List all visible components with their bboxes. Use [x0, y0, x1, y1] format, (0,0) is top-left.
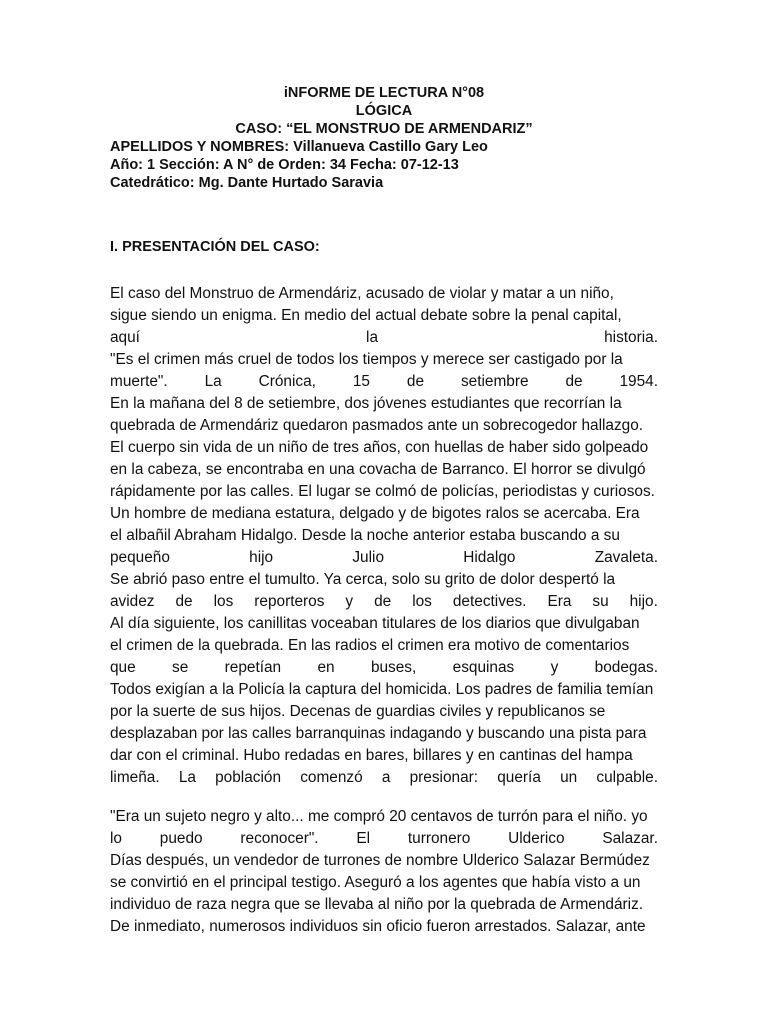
word: comenzó [300, 769, 363, 786]
word: un [560, 769, 578, 786]
text-line [110, 591, 658, 613]
text-line: en la cabeza, se encontraba en una covacha de Barranco. El horror se divulgó [110, 461, 646, 478]
word: La [178, 769, 196, 786]
text-line: desplazaban por las calles barranquinas indagando y buscando una pista para [110, 725, 647, 742]
case-title: CASO: “EL MONSTRUO DE ARMENDARIZ” [235, 121, 533, 137]
word: 15 [352, 373, 370, 390]
word: presionar: [409, 769, 479, 786]
text-line: En la mañana del 8 de setiembre, dos jóvenes estudiantes que recorrían la [110, 395, 622, 412]
text-line: el albañil Abraham Hidalgo. Desde la noche anterior estaba buscando a su [110, 527, 620, 544]
text-line: el crimen de la quebrada. En las radios el crimen era motivo de comentarios [110, 637, 630, 654]
text-line: Se abrió paso entre el tumulto. Ya cerca, solo su grito de dolor despertó la [110, 571, 616, 588]
text-line: El caso del Monstruo de Armendáriz, acusado de violar y matar a un niño, [110, 285, 614, 302]
subject-title: LÓGICA [355, 103, 413, 119]
word: Crónica, [258, 373, 316, 390]
word: a [381, 769, 391, 786]
report-title: iNFORME DE LECTURA N°08 [283, 85, 485, 101]
word: turronero [407, 830, 471, 847]
word: su [592, 593, 609, 610]
word: El [356, 830, 371, 847]
text-line: El cuerpo sin vida de un niño de tres años, con huellas de haber sido golpeado [110, 439, 649, 456]
word: hijo [249, 549, 274, 566]
text-line: se convirtió en el principal testigo. Aseguró a los agentes que había visto a un [110, 874, 641, 891]
word: La [204, 373, 222, 390]
text-line [110, 327, 658, 349]
word: puedo [159, 830, 203, 847]
text-line: dar con el criminal. Hubo redadas en bares, billares y en cantinas del hampa [110, 747, 633, 764]
word: detectives. [452, 593, 527, 610]
word: Era [547, 593, 572, 610]
text-line: De inmediato, numerosos individuos sin oficio fueron arrestados. Salazar, ante [110, 918, 646, 935]
word: los [412, 593, 432, 610]
word: y [550, 659, 559, 676]
body-paragraph-2 [110, 806, 658, 938]
text-line: "Era un sujeto negro y alto... me compró 20 centavos de turrón para el niño. yo [110, 808, 648, 825]
word: historia. [604, 329, 658, 346]
word: y [345, 593, 354, 610]
word: quería [497, 769, 541, 786]
word: Julio [352, 549, 385, 566]
word: de [374, 593, 392, 610]
word: esquinas [452, 659, 515, 676]
word: buses, [370, 659, 417, 676]
word: limeña. [110, 769, 160, 786]
word: Zavaleta. [594, 549, 658, 566]
word: de [406, 373, 425, 390]
word: Hidalgo [463, 549, 516, 566]
word: muerte". [110, 373, 168, 390]
word: se [172, 659, 189, 676]
word: de [565, 373, 583, 390]
text-line: Todos exigían a la Policía la captura del homicida. Los padres de familia temían [110, 681, 654, 698]
word: Salazar. [602, 830, 658, 847]
text-line [110, 547, 658, 569]
word: población [215, 769, 282, 786]
word: aquí [110, 329, 140, 346]
word: de [175, 593, 193, 610]
student-names: APELLIDOS Y NOMBRES: Villanueva Castillo Gary Leo [110, 139, 488, 155]
text-line: individuo de raza negra que se llevaba al niño por la quebrada de Armendáriz. [110, 896, 644, 913]
professor-line: Catedrático: Mg. Dante Hurtado Saravia [110, 175, 384, 191]
text-line [110, 767, 658, 789]
word: lo [110, 830, 122, 847]
word: que [110, 659, 136, 676]
word: repetían [224, 659, 282, 676]
word: los [213, 593, 234, 610]
word: la [366, 329, 379, 346]
word: 1954. [619, 373, 658, 390]
section-heading: I. PRESENTACIÓN DEL CASO: [110, 239, 320, 255]
text-line: Al día siguiente, los canillitas voceaban titulares de los diarios que divulgaban [110, 615, 640, 632]
text-line: Días después, un vendedor de turrones de nombre Ulderico Salazar Bermúdez [110, 852, 650, 869]
student-info: Año: 1 Sección: A N° de Orden: 34 Fecha: 07-12-13 [110, 157, 459, 173]
document-page [110, 84, 658, 938]
word: Ulderico [508, 830, 565, 847]
word: reconocer". [240, 830, 319, 847]
text-line: quebrada de Armendáriz quedaron pasmados ante un sobrecogedor hallazgo. [110, 417, 644, 434]
word: hijo. [629, 593, 658, 610]
word: culpable. [596, 769, 658, 786]
word: avidez [110, 593, 155, 610]
text-line [110, 371, 658, 393]
word: pequeño [110, 549, 170, 566]
word: en [317, 659, 335, 676]
text-line: por la suerte de sus hijos. Decenas de guardias civiles y republicanos se [110, 703, 606, 720]
text-line: "Es el crimen más cruel de todos los tiempos y merece ser castigado por la [110, 351, 623, 368]
word: bodegas. [594, 659, 658, 676]
text-line: rápidamente por las calles. El lugar se colmó de policías, periodistas y curiosos. [110, 483, 655, 500]
text-line [110, 657, 658, 679]
text-line: sigue siendo un enigma. En medio del actual debate sobre la penal capital, [110, 307, 622, 324]
word: setiembre [460, 373, 529, 390]
word: reporteros [254, 593, 325, 610]
body-paragraph-1 [110, 283, 658, 789]
text-line: Un hombre de mediana estatura, delgado y de bigotes ralos se acercaba. Era [110, 505, 640, 522]
text-line [110, 828, 658, 850]
